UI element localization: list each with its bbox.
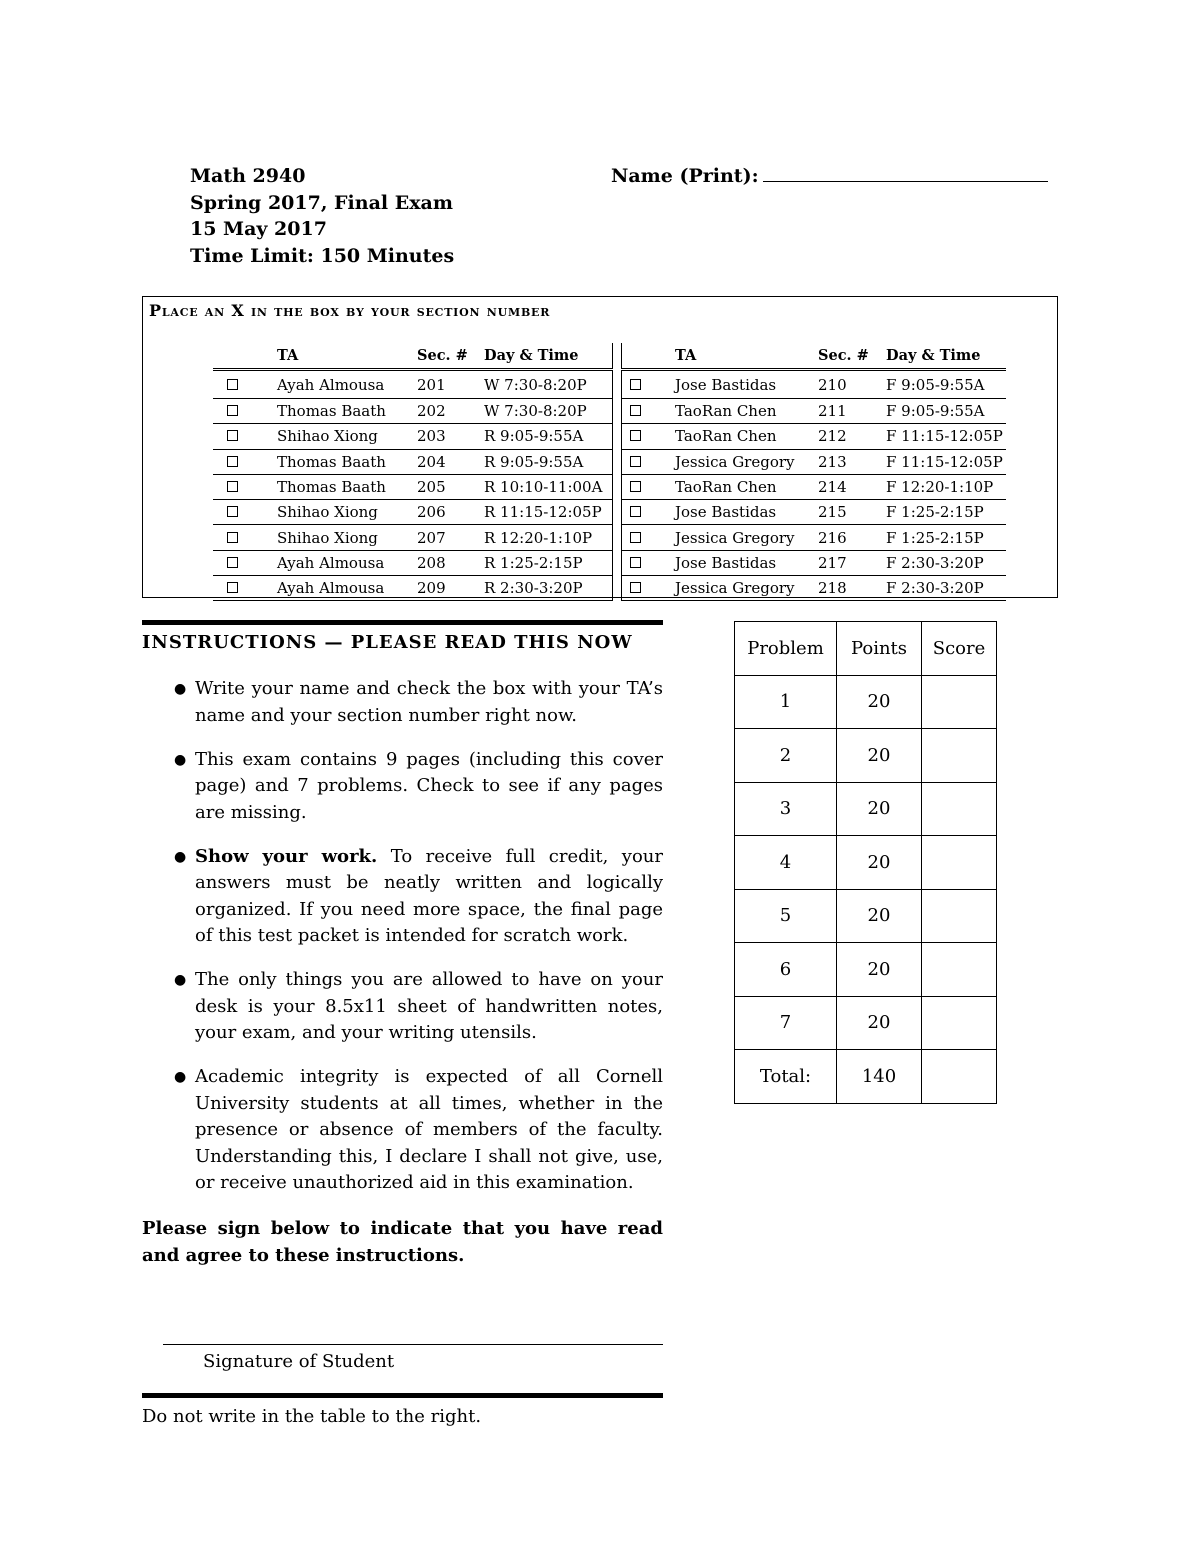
score-row	[735, 943, 997, 997]
section-number: 215	[818, 500, 886, 525]
section-checkbox[interactable]	[622, 474, 676, 499]
section-checkbox[interactable]	[622, 576, 676, 601]
ta-name: TaoRan Chen	[675, 399, 818, 424]
col-score: Score	[922, 622, 997, 676]
section-number: 204	[417, 449, 484, 474]
checkbox-icon[interactable]	[630, 557, 641, 568]
sign-prompt: Please sign below to indicate that you have read and agree to these instructions.	[142, 1218, 663, 1266]
section-row	[213, 550, 1006, 575]
section-number: 208	[417, 550, 484, 575]
section-time: R 10:10-11:00A	[484, 474, 613, 499]
ta-name: Jessica Gregory	[675, 576, 818, 601]
checkbox-icon[interactable]	[227, 506, 238, 517]
score-cell[interactable]	[922, 675, 997, 729]
instruction-item	[142, 747, 663, 827]
section-checkbox[interactable]	[213, 424, 277, 449]
score-cell[interactable]	[922, 889, 997, 943]
problem-points: 20	[837, 996, 922, 1050]
ta-name: Jose Bastidas	[675, 370, 818, 399]
checkbox-icon[interactable]	[630, 405, 641, 416]
score-cell[interactable]	[922, 836, 997, 890]
instruction-item	[142, 844, 663, 950]
section-checkbox[interactable]	[213, 370, 277, 399]
problem-number: 6	[735, 943, 837, 997]
col-ta: TA	[675, 343, 818, 370]
section-checkbox[interactable]	[213, 500, 277, 525]
bullet-icon: ●	[174, 972, 187, 988]
section-time: W 7:30-8:20P	[484, 399, 613, 424]
section-checkbox[interactable]	[213, 576, 277, 601]
section-row	[213, 525, 1006, 550]
name-field[interactable]	[763, 181, 1048, 182]
col-time: Day & Time	[886, 343, 1006, 370]
section-time: F 9:05-9:55A	[886, 370, 1006, 399]
ta-name: Shihao Xiong	[277, 424, 417, 449]
problem-number: 7	[735, 996, 837, 1050]
score-table-header	[735, 622, 997, 676]
divider-bar	[142, 1393, 663, 1398]
bullet-icon: ●	[174, 681, 187, 697]
score-row	[735, 836, 997, 890]
ta-name: Thomas Baath	[277, 449, 417, 474]
instruction-text: Academic integrity is expected of all Cornell University students at all times, whether in the presence or absence of members of the faculty. Understanding this, I declare I shall not give, use, or receive unauthorized aid in this examination.	[195, 1066, 663, 1193]
instruction-text: Write your name and check the box with your TA’s name and your section number right now.	[195, 678, 663, 726]
checkbox-icon[interactable]	[227, 430, 238, 441]
section-checkbox[interactable]	[213, 449, 277, 474]
problem-points: 20	[837, 782, 922, 836]
exam-term: Spring 2017, Final Exam	[190, 191, 453, 214]
col-sec: Sec. #	[818, 343, 886, 370]
section-number: 202	[417, 399, 484, 424]
section-time: F 1:25-2:15P	[886, 500, 1006, 525]
checkbox-icon[interactable]	[227, 532, 238, 543]
section-number: 203	[417, 424, 484, 449]
section-time: R 9:05-9:55A	[484, 424, 613, 449]
section-checkbox[interactable]	[622, 370, 676, 399]
divider-bar	[142, 620, 663, 625]
checkbox-icon[interactable]	[630, 582, 641, 593]
section-row	[213, 424, 1006, 449]
section-number: 201	[417, 370, 484, 399]
score-row	[735, 729, 997, 783]
ta-name: Ayah Almousa	[277, 576, 417, 601]
total-score-cell[interactable]	[922, 1050, 997, 1104]
section-checkbox[interactable]	[213, 525, 277, 550]
score-row	[735, 996, 997, 1050]
section-row	[213, 370, 1006, 399]
problem-points: 20	[837, 889, 922, 943]
signature-line[interactable]	[163, 1344, 663, 1345]
checkbox-icon[interactable]	[227, 405, 238, 416]
section-checkbox[interactable]	[622, 500, 676, 525]
instruction-item	[142, 967, 663, 1047]
score-row	[735, 675, 997, 729]
section-number: 206	[417, 500, 484, 525]
section-number: 207	[417, 525, 484, 550]
section-time: R 12:20-1:10P	[484, 525, 613, 550]
score-table	[734, 621, 997, 1104]
problem-points: 20	[837, 729, 922, 783]
section-time: R 2:30-3:20P	[484, 576, 613, 601]
section-checkbox[interactable]	[213, 399, 277, 424]
ta-name: Jose Bastidas	[675, 500, 818, 525]
checkbox-icon[interactable]	[630, 506, 641, 517]
section-time: F 2:30-3:20P	[886, 576, 1006, 601]
section-checkbox[interactable]	[622, 449, 676, 474]
section-time: F 11:15-12:05P	[886, 449, 1006, 474]
section-time: W 7:30-8:20P	[484, 370, 613, 399]
instruction-text: To receive full credit, your answers must be neatly written and logically organized. If you need more space, the final page of this test packet is intended for scratch work.	[195, 845, 663, 946]
section-number: 216	[818, 525, 886, 550]
section-number: 214	[818, 474, 886, 499]
section-row	[213, 449, 1006, 474]
instruction-text: This exam contains 9 pages (including this cover page) and 7 problems. Check to see if any pages are missing.	[195, 748, 663, 823]
ta-name: Thomas Baath	[277, 399, 417, 424]
exam-header	[190, 163, 454, 269]
col-time: Day & Time	[484, 343, 613, 370]
score-cell[interactable]	[922, 943, 997, 997]
col-problem: Problem	[735, 622, 837, 676]
section-number: 210	[818, 370, 886, 399]
section-checkbox[interactable]	[213, 550, 277, 575]
checkbox-icon[interactable]	[227, 379, 238, 390]
section-number: 209	[417, 576, 484, 601]
instruction-text: The only things you are allowed to have on your desk is your 8.5x11 sheet of handwritten notes, your exam, and your writing utensils.	[195, 969, 663, 1043]
col-ta: TA	[277, 343, 417, 370]
problem-number: 2	[735, 729, 837, 783]
section-number: 211	[818, 399, 886, 424]
section-time: R 9:05-9:55A	[484, 449, 613, 474]
problem-number: 3	[735, 782, 837, 836]
score-row	[735, 889, 997, 943]
score-row	[735, 782, 997, 836]
section-time: R 11:15-12:05P	[484, 500, 613, 525]
checkbox-icon[interactable]	[630, 532, 641, 543]
problem-points: 20	[837, 675, 922, 729]
checkbox-icon[interactable]	[630, 481, 641, 492]
section-checkbox[interactable]	[622, 399, 676, 424]
ta-name: TaoRan Chen	[675, 474, 818, 499]
instruction-item	[142, 676, 663, 729]
section-row	[213, 399, 1006, 424]
score-cell[interactable]	[922, 782, 997, 836]
section-time: F 1:25-2:15P	[886, 525, 1006, 550]
section-checkbox[interactable]	[622, 424, 676, 449]
bullet-icon: ●	[174, 1069, 187, 1085]
section-checkbox[interactable]	[213, 474, 277, 499]
section-number: 217	[818, 550, 886, 575]
section-table-header	[213, 343, 1006, 370]
section-checkbox[interactable]	[622, 550, 676, 575]
total-row	[735, 1050, 997, 1104]
checkbox-icon[interactable]	[227, 582, 238, 593]
instructions-list	[142, 676, 663, 1214]
section-time: F 2:30-3:20P	[886, 550, 1006, 575]
score-cell[interactable]	[922, 729, 997, 783]
problem-number: 5	[735, 889, 837, 943]
checkbox-icon[interactable]	[227, 456, 238, 467]
ta-name: Jessica Gregory	[675, 525, 818, 550]
instruction-item	[142, 1064, 663, 1197]
time-limit: Time Limit: 150 Minutes	[190, 244, 455, 267]
section-time: R 1:25-2:15P	[484, 550, 613, 575]
instructions-heading: INSTRUCTIONS — PLEASE READ THIS NOW	[142, 632, 633, 653]
table-note: Do not write in the table to the right.	[142, 1406, 482, 1427]
bullet-icon: ●	[174, 751, 187, 768]
instruction-emphasis: Show your work.	[195, 845, 378, 867]
section-table	[213, 343, 1006, 601]
ta-name: Jessica Gregory	[675, 449, 818, 474]
ta-name: Thomas Baath	[277, 474, 417, 499]
section-number: 218	[818, 576, 886, 601]
bullet-icon: ●	[174, 848, 187, 865]
section-row	[213, 500, 1006, 525]
section-time: F 12:20-1:10P	[886, 474, 1006, 499]
ta-name: Shihao Xiong	[277, 525, 417, 550]
score-cell[interactable]	[922, 996, 997, 1050]
section-number: 212	[818, 424, 886, 449]
section-time: F 9:05-9:55A	[886, 399, 1006, 424]
course-name: Math 2940	[190, 165, 306, 187]
section-checkbox[interactable]	[622, 525, 676, 550]
ta-name: Ayah Almousa	[277, 550, 417, 575]
section-number: 205	[417, 474, 484, 499]
signature-label: Signature of Student	[203, 1351, 395, 1372]
ta-name: Jose Bastidas	[675, 550, 818, 575]
col-points: Points	[837, 622, 922, 676]
checkbox-icon[interactable]	[630, 456, 641, 467]
total-label: Total:	[735, 1050, 837, 1104]
ta-name: Ayah Almousa	[277, 370, 417, 399]
problem-number: 4	[735, 836, 837, 890]
checkbox-icon[interactable]	[630, 379, 641, 390]
checkbox-icon[interactable]	[227, 557, 238, 568]
checkbox-icon[interactable]	[227, 481, 238, 492]
total-points: 140	[837, 1050, 922, 1104]
section-box-title: Place an X in the box by your section number	[149, 301, 551, 320]
problem-points: 20	[837, 943, 922, 997]
problem-points: 20	[837, 836, 922, 890]
col-sec: Sec. #	[417, 343, 484, 370]
checkbox-icon[interactable]	[630, 430, 641, 441]
problem-number: 1	[735, 675, 837, 729]
exam-date: 15 May 2017	[190, 218, 327, 240]
section-row	[213, 474, 1006, 499]
ta-name: TaoRan Chen	[675, 424, 818, 449]
section-time: F 11:15-12:05P	[886, 424, 1006, 449]
name-label: Name (Print):	[611, 165, 759, 187]
section-row	[213, 576, 1006, 601]
ta-name: Shihao Xiong	[277, 500, 417, 525]
section-number: 213	[818, 449, 886, 474]
